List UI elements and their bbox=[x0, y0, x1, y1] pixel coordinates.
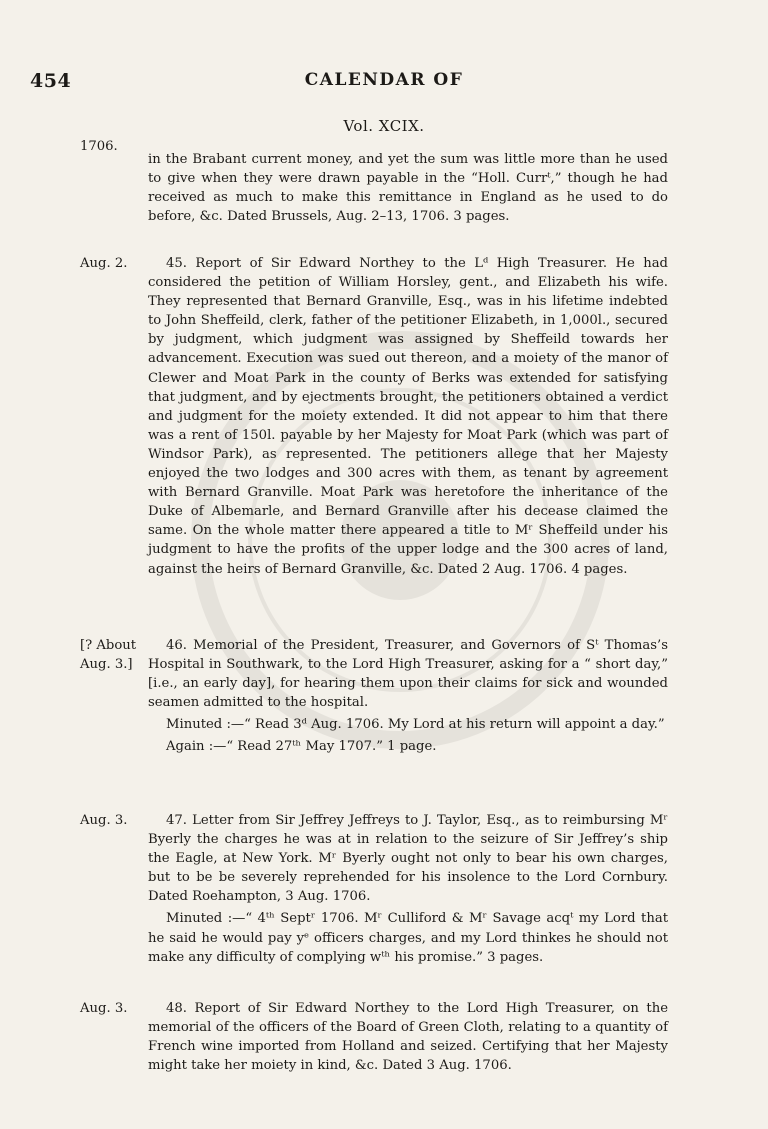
page-number: 454 bbox=[30, 70, 72, 92]
entry-paragraph: in the Brabant current money, and yet the sum was little more than he used to give when they were drawn payable in the “Holl. Currᵗ,” though he had received as much to make this remittance in England as he used to do before, &c. Dated Brussels, Aug. 2–13, 1706. 3 pages. bbox=[148, 152, 668, 225]
entry-text bbox=[148, 811, 668, 967]
entry-text bbox=[148, 636, 668, 757]
entry-paragraph: 45. Report of Sir Edward Northey to the Lᵈ High Treasurer. He had considered the petition of William Horsley, gent., and Elizabeth his wife. They represented that Bernard Granville, Esq., was in his lifetime indebted to John Sheffeild, clerk, father of the petitioner Elizabeth, in 1,000l., secured by judgment, which judgment was assigned by Sheffeild towards her advancement. Execution was sued out thereon, and a moiety of the manor of Clewer and Moat Park in the county of Berks was extended for satisfying that judgment, and by ejectments brought, the petitioners obtained a verdict and judgment for the moiety extended. It did not appear to him that there was a rent of 150l. payable by her Majesty for Moat Park (which was part of Windsor Park), as represented. The petitioners allege that her Majesty enjoyed the two lodges and 300 acres with them, as tenant by agreement with Bernard Granville. Moat Park was heretofore the inheritance of the Duke of Albemarle, and Bernard Granville after his decease claimed the same. On the whole matter there appeared a title to Mʳ Sheffeild under his judgment to have the profits of the upper lodge and the 300 acres of land, against the heirs of Bernard Granville, &c. Dated 2 Aug. 1706. 4 pages. bbox=[148, 256, 668, 577]
minute-note: Again :—“ Read 27ᵗʰ May 1707.” 1 page. bbox=[166, 739, 437, 755]
volume-heading: Vol. XCIX. bbox=[343, 117, 425, 135]
entry-paragraph: 46. Memorial of the President, Treasurer, and Governors of Sᵗ Thomas’s Hospital in Southwark, to the Lord High Treasurer, asking for a “ short day,” [i.e., an early day], for hearing them upon their claims for sick and wounded seamen admitted to the hospital. bbox=[148, 638, 668, 711]
entry-date: [? About Aug. 3.] bbox=[80, 638, 137, 672]
running-title: CALENDAR OF bbox=[304, 70, 464, 90]
entry-text bbox=[148, 254, 668, 579]
entry-paragraph: 47. Letter from Sir Jeffrey Jeffreys to J. Taylor, Esq., as to reimbursing Mʳ Byerly the charges he was at in relation to the seizure of Sir Jeffrey’s ship the Eagle, at New York. Mʳ Byerly ought not only to bear his own charges, but to be be severely reprehended for his insolence to the Lord Cornbury. Dated Roehampton, 3 Aug. 1706. bbox=[148, 813, 668, 905]
entry-date: Aug. 3. bbox=[80, 813, 128, 828]
entry-date: Aug. 2. bbox=[80, 256, 128, 271]
entry-paragraph: 48. Report of Sir Edward Northey to the Lord High Treasurer, on the memorial of the officers of the Board of Green Cloth, relating to a quantity of French wine imported from Holland and seized. Certifying that her Majesty might take her moiety in kind, &c. Dated 3 Aug. 1706. bbox=[148, 1001, 668, 1074]
entry-date: 1706. bbox=[80, 139, 118, 154]
entry-date: Aug. 3. bbox=[80, 1001, 128, 1016]
minute-note: Minuted :—“ Read 3ᵈ Aug. 1706. My Lord at his return will appoint a day.” bbox=[166, 717, 665, 733]
entry-text bbox=[148, 999, 668, 1075]
entry-text bbox=[148, 150, 668, 226]
minute-note: Minuted :—“ 4ᵗʰ Septʳ 1706. Mʳ Culliford & Mʳ Savage acqᵗ my Lord that he said he would pay yᵉ officers charges, and my Lord thinkes he should not make any difficulty of complying wᵗʰ his promise.” 3 pages. bbox=[148, 911, 668, 965]
